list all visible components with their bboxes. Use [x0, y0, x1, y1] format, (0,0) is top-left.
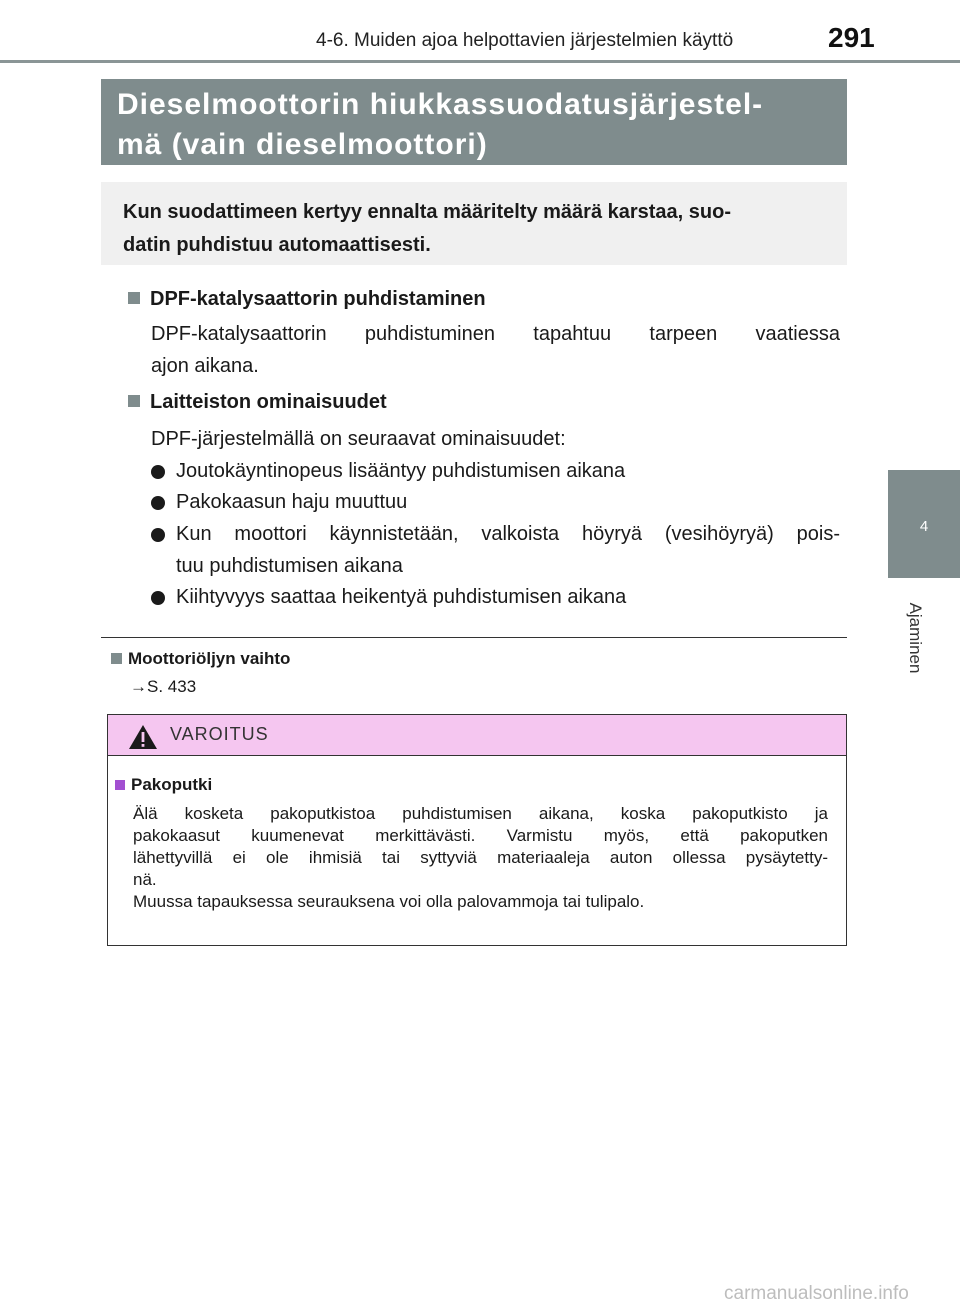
warning-subheading-text: Pakoputki — [131, 775, 213, 794]
intro-line-1: Kun suodattimeen kertyy ennalta määritelty määrä karstaa, suo- — [123, 201, 732, 223]
square-bullet-icon — [128, 395, 140, 407]
warning-line-4: nä. — [133, 870, 157, 889]
title-line-2: mä (vain dieselmoottori) — [117, 128, 488, 161]
warning-line-3: lähettyvillä ei ole ihmisiä tai syttyviä materiaaleja auton ollessa pysäytetty- — [133, 848, 828, 867]
warning-header — [108, 715, 846, 756]
list-item-text: Kiihtyvyys saattaa heikentyä puhdistumisen aikana — [176, 586, 627, 608]
list-item — [151, 486, 840, 518]
title-line-1: Dieselmoottorin hiukkassuodatusjärjestel- — [117, 88, 764, 121]
section-intro-features: DPF-järjestelmällä on seuraavat ominaisuudet: — [151, 428, 566, 450]
section-heading-features — [128, 391, 387, 414]
list-item — [151, 581, 840, 613]
section-heading-text: DPF-katalysaattorin puhdistaminen — [150, 288, 486, 310]
section-heading-text: Laitteiston ominaisuudet — [150, 391, 387, 413]
warning-subheading — [115, 775, 212, 795]
intro-box — [101, 182, 847, 265]
round-bullet-icon — [151, 591, 165, 605]
chapter-number: 4 — [919, 518, 929, 535]
page-number: 291 — [828, 22, 875, 53]
page-reference-text: S. 433 — [147, 677, 197, 696]
warning-line-1: Älä kosketa pakoputkistoa puhdistumisen aikana, koska pakoputkisto ja — [133, 804, 828, 823]
intro-line-2: datin puhdistuu automaattisesti. — [123, 234, 431, 256]
watermark: carmanualsonline.info — [724, 1283, 909, 1304]
section-heading-dpf-cleaning — [128, 288, 486, 311]
warning-line-5: Muussa tapauksessa seurauksena voi olla palovammoja tai tulipalo. — [133, 892, 645, 911]
round-bullet-icon — [151, 465, 165, 479]
warning-label: VAROITUS — [170, 724, 269, 744]
arrow-right-icon: → — [130, 677, 147, 696]
round-bullet-icon — [151, 496, 165, 510]
warning-line-2: pakokaasut kuumenevat merkittävästi. Varmistu myös, että pakoputken — [133, 826, 828, 845]
body-line-2: ajon aikana. — [151, 355, 259, 377]
note-page-reference[interactable] — [130, 677, 196, 697]
warning-triangle-icon — [128, 724, 158, 750]
list-item — [151, 455, 840, 487]
chapter-side-label — [895, 590, 925, 690]
square-bullet-icon — [115, 780, 125, 790]
header-section-title: 4-6. Muiden ajoa helpottavien järjestelmien käyttö — [316, 30, 734, 51]
chapter-label: Ajaminen — [906, 602, 925, 674]
list-item — [151, 518, 840, 582]
list-item-text — [176, 518, 840, 582]
warning-box — [107, 714, 847, 946]
note-heading — [111, 649, 290, 669]
square-bullet-icon — [128, 292, 140, 304]
warning-text — [133, 803, 828, 913]
divider — [101, 637, 847, 638]
body-line-1: DPF-katalysaattorin puhdistuminen tapahtuu tarpeen vaatiessa — [151, 323, 840, 345]
chapter-side-tab — [888, 470, 960, 578]
square-bullet-icon — [111, 653, 122, 664]
section-body-dpf-cleaning — [151, 318, 840, 382]
intro-text — [123, 196, 829, 262]
list-item-line-1: Kun moottori käynnistetään, valkoista höyryä (vesihöyryä) pois- — [176, 523, 840, 545]
note-heading-text: Moottoriöljyn vaihto — [128, 649, 291, 668]
header-rule — [0, 60, 960, 63]
round-bullet-icon — [151, 528, 165, 542]
page-title — [117, 85, 837, 165]
title-band — [101, 79, 847, 165]
list-item-text: Joutokäyntinopeus lisääntyy puhdistumisen aikana — [176, 460, 626, 482]
list-item-text: Pakokaasun haju muuttuu — [176, 491, 408, 513]
list-item-line-2: tuu puhdistumisen aikana — [176, 555, 403, 577]
